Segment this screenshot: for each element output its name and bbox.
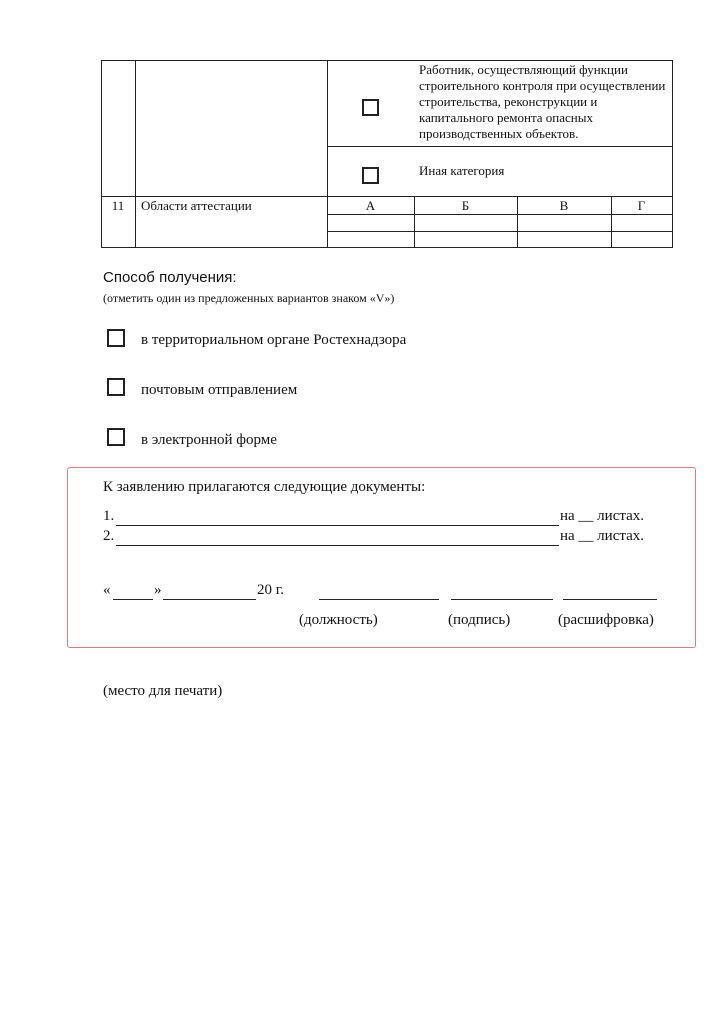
decoding-line[interactable]: [563, 599, 657, 600]
category-1-checkbox[interactable]: [362, 99, 379, 116]
method-hint: (отметить один из предложенных вариантов знаком «V»): [103, 291, 395, 305]
column-b-header: Б: [461, 198, 470, 213]
attachment-1-number: 1.: [103, 508, 115, 524]
method-option-3-checkbox[interactable]: [107, 428, 125, 446]
category-2-label: Иная категория: [419, 163, 505, 178]
method-option-1-label: в территориальном органе Ростехнадзора: [141, 332, 407, 348]
stamp-placeholder: (место для печати): [103, 683, 223, 699]
column-g-header: Г: [637, 198, 646, 213]
attachment-1-line[interactable]: [116, 525, 559, 526]
position-line[interactable]: [319, 599, 439, 600]
attachment-1-suffix: на __ листах.: [560, 508, 645, 524]
category-2-checkbox[interactable]: [362, 167, 379, 184]
row-title: Области аттестации: [141, 198, 252, 213]
attachments-title: К заявлению прилагаются следующие документы:: [103, 479, 426, 495]
decoding-caption: (расшифровка): [558, 612, 654, 628]
method-option-2-label: почтовым отправлением: [141, 382, 298, 398]
date-year: 20 г.: [257, 582, 284, 598]
attachment-2-suffix: на __ листах.: [560, 528, 645, 544]
method-option-3-label: в электронной форме: [141, 432, 277, 448]
attachment-2-line[interactable]: [116, 545, 559, 546]
method-option-1-checkbox[interactable]: [107, 329, 125, 347]
date-month-line[interactable]: [163, 599, 256, 600]
date-close-quote: »: [154, 582, 162, 598]
column-v-header: В: [559, 198, 569, 213]
column-a-header: А: [365, 198, 376, 213]
method-title: Способ получения:: [103, 269, 237, 286]
category-1-label: Работник, осуществляющий функции строительного контроля при осуществлении строительства, реконструкции и капитального ремонта опасных производственных объектов.: [419, 62, 666, 141]
row-number: 11: [111, 198, 125, 213]
signature-caption: (подпись): [448, 612, 511, 628]
date-open-quote: «: [103, 582, 111, 598]
attachment-2-number: 2.: [103, 528, 115, 544]
signature-line[interactable]: [451, 599, 553, 600]
date-day-line[interactable]: [113, 599, 153, 600]
position-caption: (должность): [299, 612, 378, 628]
method-option-2-checkbox[interactable]: [107, 378, 125, 396]
